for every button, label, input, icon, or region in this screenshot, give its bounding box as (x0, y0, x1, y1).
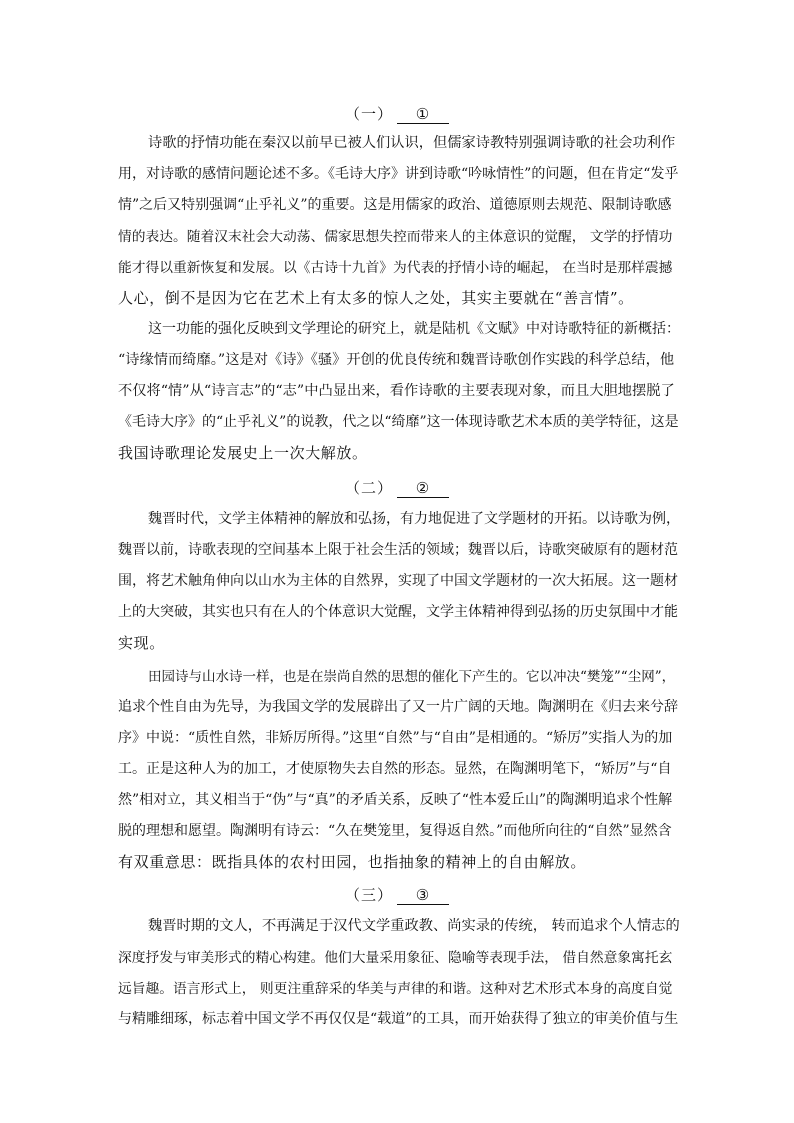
text-line: 然”相对立，其义相当于“伪”与“真”的矛盾关系，反映了“性本爱丘山”的陶渊明追求个性解 (118, 792, 673, 808)
blank-number: ③ (415, 886, 431, 904)
text-line: 围，将艺术触角伸向以山水为主体的自然界，实现了中国文学题材的一次大拓展。这一题材 (118, 573, 678, 589)
text-line: 追求个性自由为先导，为我国文学的发展辟出了又一片广阔的天地。陶渊明在《归去来兮辞 (118, 699, 678, 715)
text-line: 远旨趣。语言形式上， 则更注重辞采的华美与声律的和谐。这种对艺术形式本身的高度自觉 (118, 981, 673, 997)
text-line: 情”之后又特别强调“止乎礼义”的重要。这是用儒家的政治、道德原则去规范、限制诗歌感 (118, 197, 672, 213)
text-line: 人心，倒不是因为它在艺术上有太多的惊人之处，其实主要就在“善言情”。 (118, 289, 634, 307)
text-line: 情的表达。随着汉末社会大动荡、儒家思想失控而带来人的主体意识的觉醒， 文学的抒情功 (118, 229, 673, 245)
section-heading-2 (0, 477, 794, 498)
text-line: 能才得以重新恢复和发展。以《古诗十九首》为代表的抒情小诗的崛起， 在当时是那样震撼 (118, 260, 673, 276)
text-line: 与精雕细琢，标志着中国文学不再仅仅是“载道”的工具，而开始获得了独立的审美价值与生 (118, 1011, 679, 1027)
text-line: 用，对诗歌的感情问题论述不多。《毛诗大序》讲到诗歌“吟咏情性”的问题，但在肯定“发乎 (118, 166, 679, 182)
blank-number: ① (415, 105, 431, 123)
fill-in-blank (397, 886, 449, 905)
section-heading-label: （二） (344, 479, 393, 497)
text-line: “诗缘情而绮靡。”这是对《诗》《骚》开创的优良传统和魏晋诗歌创作实践的科学总结，他 (118, 352, 675, 368)
text-line: 魏晋时期的文人，不再满足于汉代文学重政教、尚实录的传统， 转而追求个人情志的 (148, 918, 680, 934)
text-line: 实现。 (118, 634, 165, 652)
text-line: 魏晋时代，文学主体精神的解放和弘扬，有力地促进了文学题材的开拓。以诗歌为例， (148, 511, 680, 527)
fill-in-blank (397, 479, 449, 498)
text-line: 魏晋以前，诗歌表现的空间基本上限于社会生活的领域；魏晋以后，诗歌突破原有的题材范 (118, 542, 678, 558)
text-line: 有双重意思：既指具体的农村田园，也指抽象的精神上的自由解放。 (118, 853, 587, 871)
text-line: 工。正是这种人为的加工，才使原物失去自然的形态。显然，在陶渊明笔下，“矫厉”与“自 (118, 761, 672, 777)
section-heading-1 (0, 103, 794, 124)
section-heading-label: （一） (344, 105, 393, 123)
section-heading-3 (0, 884, 794, 905)
text-line: 上的大突破，其实也只有在人的个体意识大觉醒，文学主体精神得到弘扬的历史氛围中才能 (118, 604, 678, 620)
section-heading-label: （三） (344, 886, 393, 904)
text-line: 深度抒发与审美形式的精心构建。他们大量采用象征、隐喻等表现手法， 借自然意象寓托玄 (118, 950, 673, 966)
text-line: 这一功能的强化反映到文学理论的研究上，就是陆机《文赋》中对诗歌特征的新概括： (148, 321, 680, 337)
fill-in-blank (397, 105, 449, 124)
blank-number: ② (415, 479, 431, 497)
text-line: 《毛诗大序》的“止乎礼义”的说教，代之以“绮靡”这一体现诗歌艺术本质的美学特征，这是 (118, 414, 679, 430)
text-line: 脱的理想和愿望。陶渊明有诗云：“久在樊笼里，复得返自然。”而他所向往的“自然”显然含 (118, 823, 672, 839)
text-line: 不仅将“情”从“诗言志”的“志”中凸显出来，看作诗歌的主要表现对象，而且大胆地摆脱了 (118, 383, 675, 399)
text-line: 田园诗与山水诗一样，也是在崇尚自然的思想的催化下产生的。它以冲决“樊笼”“尘网”， (148, 669, 676, 685)
text-line: 序》中说：“质性自然，非矫厉所得。”这里“自然”与“自由”是相通的。“矫厉”实指人为的加 (118, 730, 673, 746)
text-line: 我国诗歌理论发展史上一次大解放。 (118, 444, 368, 462)
text-line: 诗歌的抒情功能在秦汉以前早已被人们认识，但儒家诗教特别强调诗歌的社会功利作 (148, 135, 676, 151)
